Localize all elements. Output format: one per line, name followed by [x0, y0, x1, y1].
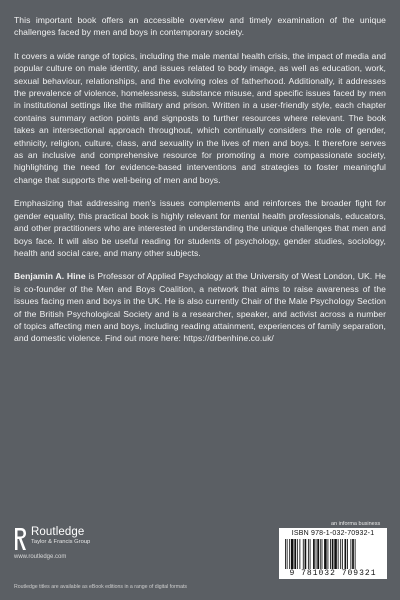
publisher-subtitle: Taylor & Francis Group — [31, 539, 91, 545]
isbn-label: ISBN 978-1-032-70932-1 — [291, 530, 375, 537]
publisher-block — [14, 523, 144, 560]
description-paragraph-2: It covers a wide range of topics, including the male mental health crisis, the impact of media and popular culture on male identity, and issues related to body image, as well as education, work, sexual behaviour, relationships, and the evolving roles of fatherhood. Additionally, it addresses the prevalence of violence, homelessness, substance misuse, and specific issues faced by men in institutional settings like the military and prison. Written in a user-friendly style, each chapter contains summary action points and signposts to further resources where relevant. The book takes an intersectional approach throughout, which continually considers the role of gender, ethnicity, religion, culture, class, and sexuality in the lives of men and boys. It therefore serves as an inclusive and comprehensive resource for promoting a more compassionate society, highlighting the need for evidence-based interventions and strategies to foster meaningful change that supports the well-being of men and boys. — [14, 50, 386, 185]
publisher-url[interactable]: www.routledge.com — [14, 554, 67, 560]
publisher-name: Routledge — [31, 526, 85, 538]
informa-tagline: an informa business — [331, 521, 381, 527]
routledge-logo-icon — [14, 527, 27, 551]
author-bio-text: is Professor of Applied Psychology at the University of West London, UK. He is co-founder of the Men and Boys Coalition, a network that aims to raise awareness of the issues facing men and boys in the UK. He is also currently Chair of the Male Psychology Section of the British Psychological Society and is a researcher, speaker, and activist across a number of topics affecting men and boys, including reading attainment, experiences of family separation, and domestic violence. Find out more here: https://drbenhine.co.uk/ — [14, 271, 386, 344]
description-paragraph-1: This important book offers an accessible overview and timely examination of the unique challenges faced by men and boys in contemporary society. — [14, 15, 386, 38]
author-bio — [14, 270, 386, 344]
book-description — [14, 14, 386, 356]
barcode — [279, 528, 387, 579]
barcode-digits: 9 781032 709321 — [289, 569, 377, 578]
ebook-footnote: Routledge titles are available as eBook editions in a range of digital formats — [14, 584, 188, 590]
description-paragraph-3: Emphasizing that addressing men's issues complements and reinforces the broader fight for gender equality, this practical book is highly relevant for mental health professionals, educators, and other practitioners who are interested in understanding the unique challenges that men and boys face. It will also be useful reading for students of psychology, gender studies, sociology, health and social care, and many other subjects. — [14, 198, 386, 258]
barcode-bars — [283, 539, 383, 569]
author-name: Benjamin A. Hine — [14, 271, 86, 282]
